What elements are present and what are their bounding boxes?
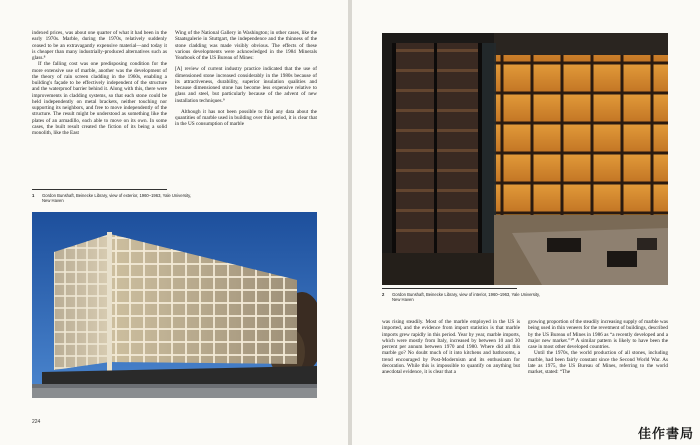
- block-quote: [175, 66, 317, 104]
- left-text-column-1: [32, 30, 167, 136]
- left-text-column-2: [175, 30, 317, 128]
- figure-caption-text: Gordon Bunshaft, Beinecke Library, view of interior, 1960–1963, Yale University, New Haven: [392, 292, 540, 303]
- left-page: [0, 0, 348, 445]
- watermark-stamp: 佳作書局: [637, 427, 694, 442]
- exterior-photo: [32, 212, 317, 398]
- paragraph: Wing of the National Gallery in Washington; in other cases, like the Staatsgalerie in Stuttgart, the independence and the thinness of the stone cladding was made visibly obvious. The effects of these various developments were acknowledged in the 1984 Minerals Yearbook of the US Bureau of Mines:: [175, 30, 317, 61]
- paragraph: was rising steadily. Most of the marble employed in the US is imported, and the evidence from import statistics is that marble imports grew rapidly in this period. Year by year, marble imports, which were mostly from Italy, increased by between 10 and 30 percent per annum between 1970 and 1980. Where did all this marble go? No doubt much of it into kitchens and bathrooms, a trend encouraged by Post-Modernism and its enthusiasm for decoration. While this is impossible to quantify on anything but anecdotal evidence, it is clear that a: [382, 319, 520, 375]
- paragraph: If the falling cost was one predisposing condition for the more extensive use of marble, another was the development of the theory of rain screen cladding in the 1960s, enabling a building's façade to be effectively independent of the structure and the waterproof barrier behind it. Along with this, there were improvements in cladding systems, so that each stone could be held independently on metal brackets, neither touching nor supporting its neighbors, and free to move independently of the structure. The result might be understood as something like the plates of an armadillo, each able to move on its own. In some cases, the built result created the fiction of its being a solid monolith, like the East: [32, 61, 167, 136]
- paragraph: growing proportion of the steadily increasing supply of marble was being used in thin veneers for the revetment of buildings, described by the US Bureau of Mines in 1986 as “a recently developed and a major new market.”¹⁰ A similar pattern is likely to have been the case in most other developed countries.: [528, 319, 668, 350]
- paragraph: indexed prices, was about one quarter of what it had been in the early 1970s. Marble, during the 1970s, relatively suddenly ceased to be an extravagantly expensive material—and today it is cheaper than many industrially-produced alternatives such as glass.⁸: [32, 30, 167, 61]
- paragraph: Although it has not been possible to find any data about the quantities of marble used in building over this period, it is clear that in the US consumption of marble: [175, 108, 317, 128]
- figure-caption-text: Gordon Bunshaft, Beinecke Library, view of exterior, 1960–1963, Yale University, New Haven: [42, 193, 192, 204]
- figure-number: 2: [382, 292, 385, 297]
- figure-number: 1: [32, 193, 35, 198]
- right-text-column-1: [382, 319, 520, 375]
- paragraph: Until the 1970s, the world production of all stones, including marble, had been fairly constant since the Second World War. As late as 1975, the US Bureau of Mines, referring to the world market, stated: “The: [528, 350, 668, 375]
- caption-rule: [382, 288, 517, 289]
- quote-text: [A] review of current industry practice indicated that the use of dimensioned stone increased considerably in the 1980s because of its attractiveness, durability, superior insulation qualities and because dimensioned stone has become less expensive relative to glass and steel, but particularly because of the advent of new installation techniques.⁹: [175, 66, 317, 104]
- caption-rule: [32, 189, 167, 190]
- figure-2-caption: [382, 292, 542, 306]
- figure-1-caption: [32, 193, 192, 207]
- right-text-column-2: [528, 319, 668, 375]
- right-page: [352, 0, 700, 445]
- interior-photo: [382, 33, 668, 285]
- page-number: 224: [32, 419, 41, 425]
